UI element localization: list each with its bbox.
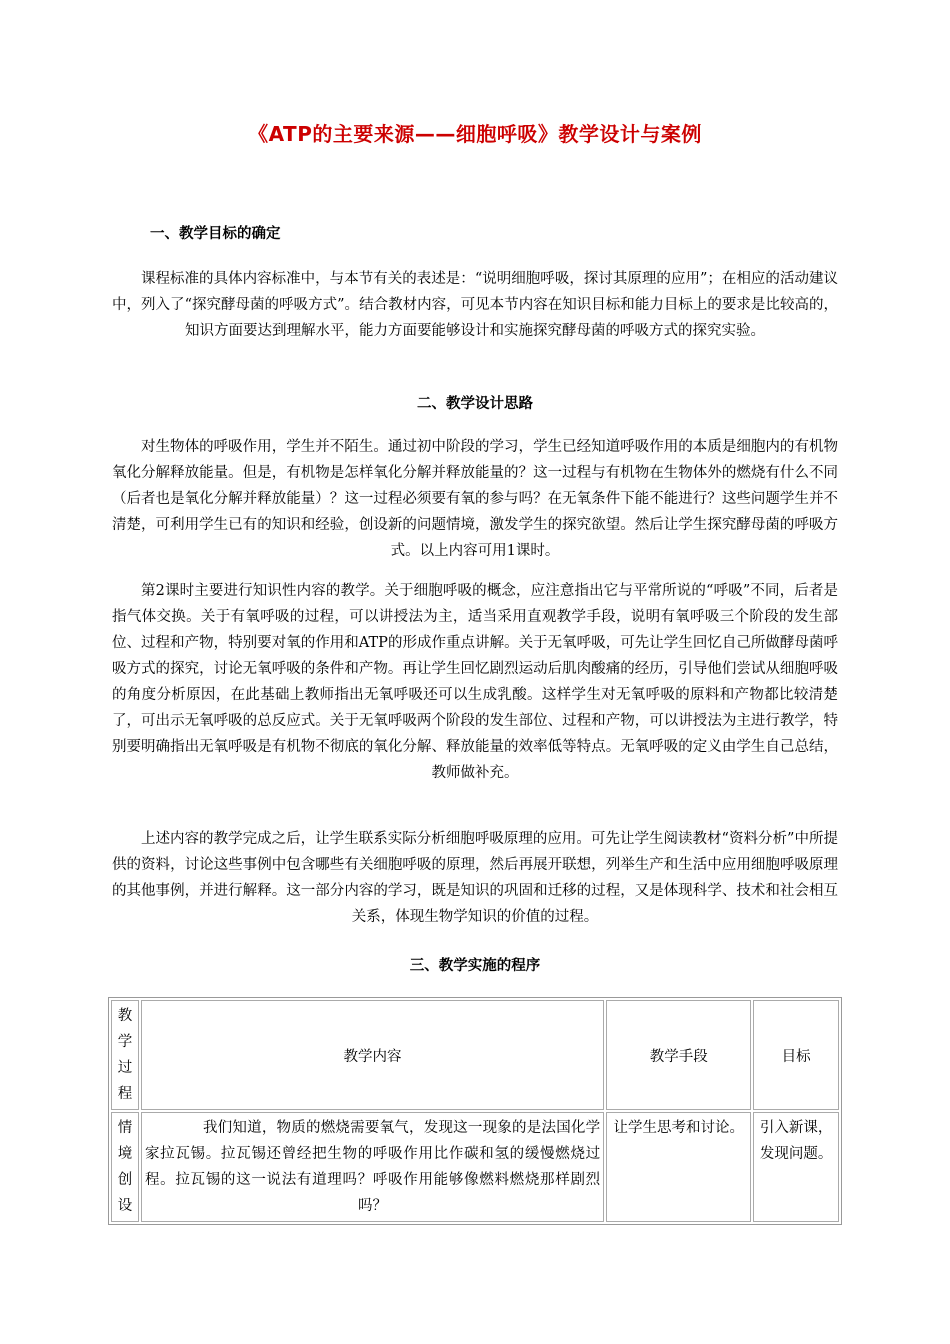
row-content: 我们知道，物质的燃烧需要氧气，发现这一现象的是法国化学家拉瓦锡。拉瓦锡还曾经把生物的呼吸作用比作碳和氢的缓慢燃烧过程。拉瓦锡的这一说法有道理吗？呼吸作用能够像燃料燃烧那样剧烈吗？ [141, 1112, 604, 1222]
section1-paragraph: 课程标准的具体内容标准中，与本节有关的表述是：“说明细胞呼吸，探讨其原理的应用”；在相应的活动建议中，列入了“探究酵母菌的呼吸方式”。结合教材内容，可见本节内容在知识目标和能力目标上的要求是比较高的，知识方面要达到理解水平，能力方面要能够设计和实施探究酵母菌的呼吸方式的探究实验。 [112, 271, 838, 339]
row-stage: 情境创设 [111, 1112, 139, 1222]
section2-paragraph-1: 对生物体的呼吸作用，学生并不陌生。通过初中阶段的学习，学生已经知道呼吸作用的本质是细胞内的有机物氧化分解释放能量。但是，有机物是怎样氧化分解并释放能量的？这一过程与有机物在生物体外的燃烧有什么不同（后者也是氧化分解并释放能量）？这一过程必须要有氧的参与吗？在无氧条件下能不能进行？这些问题学生并不清楚，可利用学生已有的知识和经验，创设新的问题情境，激发学生的探究欲望。然后让学生探究酵母菌的呼吸方式。以上内容可用1课时。 [112, 439, 838, 559]
header-goal: 目标 [753, 1000, 839, 1110]
table-header-row [111, 1000, 839, 1110]
procedure-table [108, 997, 842, 1225]
row-means: 让学生思考和讨论。 [606, 1112, 751, 1222]
section2-heading: 二、教学设计思路 [417, 396, 533, 412]
header-content: 教学内容 [141, 1000, 604, 1110]
header-means: 教学手段 [606, 1000, 751, 1110]
table-row [111, 1112, 839, 1222]
section3-heading: 三、教学实施的程序 [409, 958, 541, 974]
section2-paragraph-3: 上述内容的教学完成之后，让学生联系实际分析细胞呼吸原理的应用。可先让学生阅读教材“资料分析”中所提供的资料，讨论这些事例中包含哪些有关细胞呼吸的原理，然后再展开联想，列举生产和生活中应用细胞呼吸原理的其他事例，并进行解释。这一部分内容的学习，既是知识的巩固和迁移的过程，又是体现科学、技术和社会相互关系，体现生物学知识的价值的过程。 [112, 831, 838, 925]
header-stage: 教学过程 [111, 1000, 139, 1110]
section2-paragraph-2: 第2课时主要进行知识性内容的教学。关于细胞呼吸的概念，应注意指出它与平常所说的“呼吸”不同，后者是指气体交换。关于有氧呼吸的过程，可以讲授法为主，适当采用直观教学手段，说明有氧呼吸三个阶段的发生部位、过程和产物，特别要对氧的作用和ATP的形成作重点讲解。关于无氧呼吸，可先让学生回忆自己所做酵母菌呼吸方式的探究，讨论无氧呼吸的条件和产物。再让学生回忆剧烈运动后肌肉酸痛的经历，引导他们尝试从细胞呼吸的角度分析原因，在此基础上教师指出无氧呼吸还可以生成乳酸。这样学生对无氧呼吸的原料和产物都比较清楚了，可出示无氧呼吸的总反应式。关于无氧呼吸两个阶段的发生部位、过程和产物，可以讲授法为主进行教学，特别要明确指出无氧呼吸是有机物不彻底的氧化分解、释放能量的效率低等特点。无氧呼吸的定义由学生自己总结，教师做补充。 [112, 583, 838, 781]
section1-heading: 一、教学目标的确定 [150, 226, 281, 242]
document-title: 《ATP的主要来源——细胞呼吸》教学设计与案例 [248, 122, 702, 146]
row-goal: 引入新课，发现问题。 [753, 1112, 839, 1222]
